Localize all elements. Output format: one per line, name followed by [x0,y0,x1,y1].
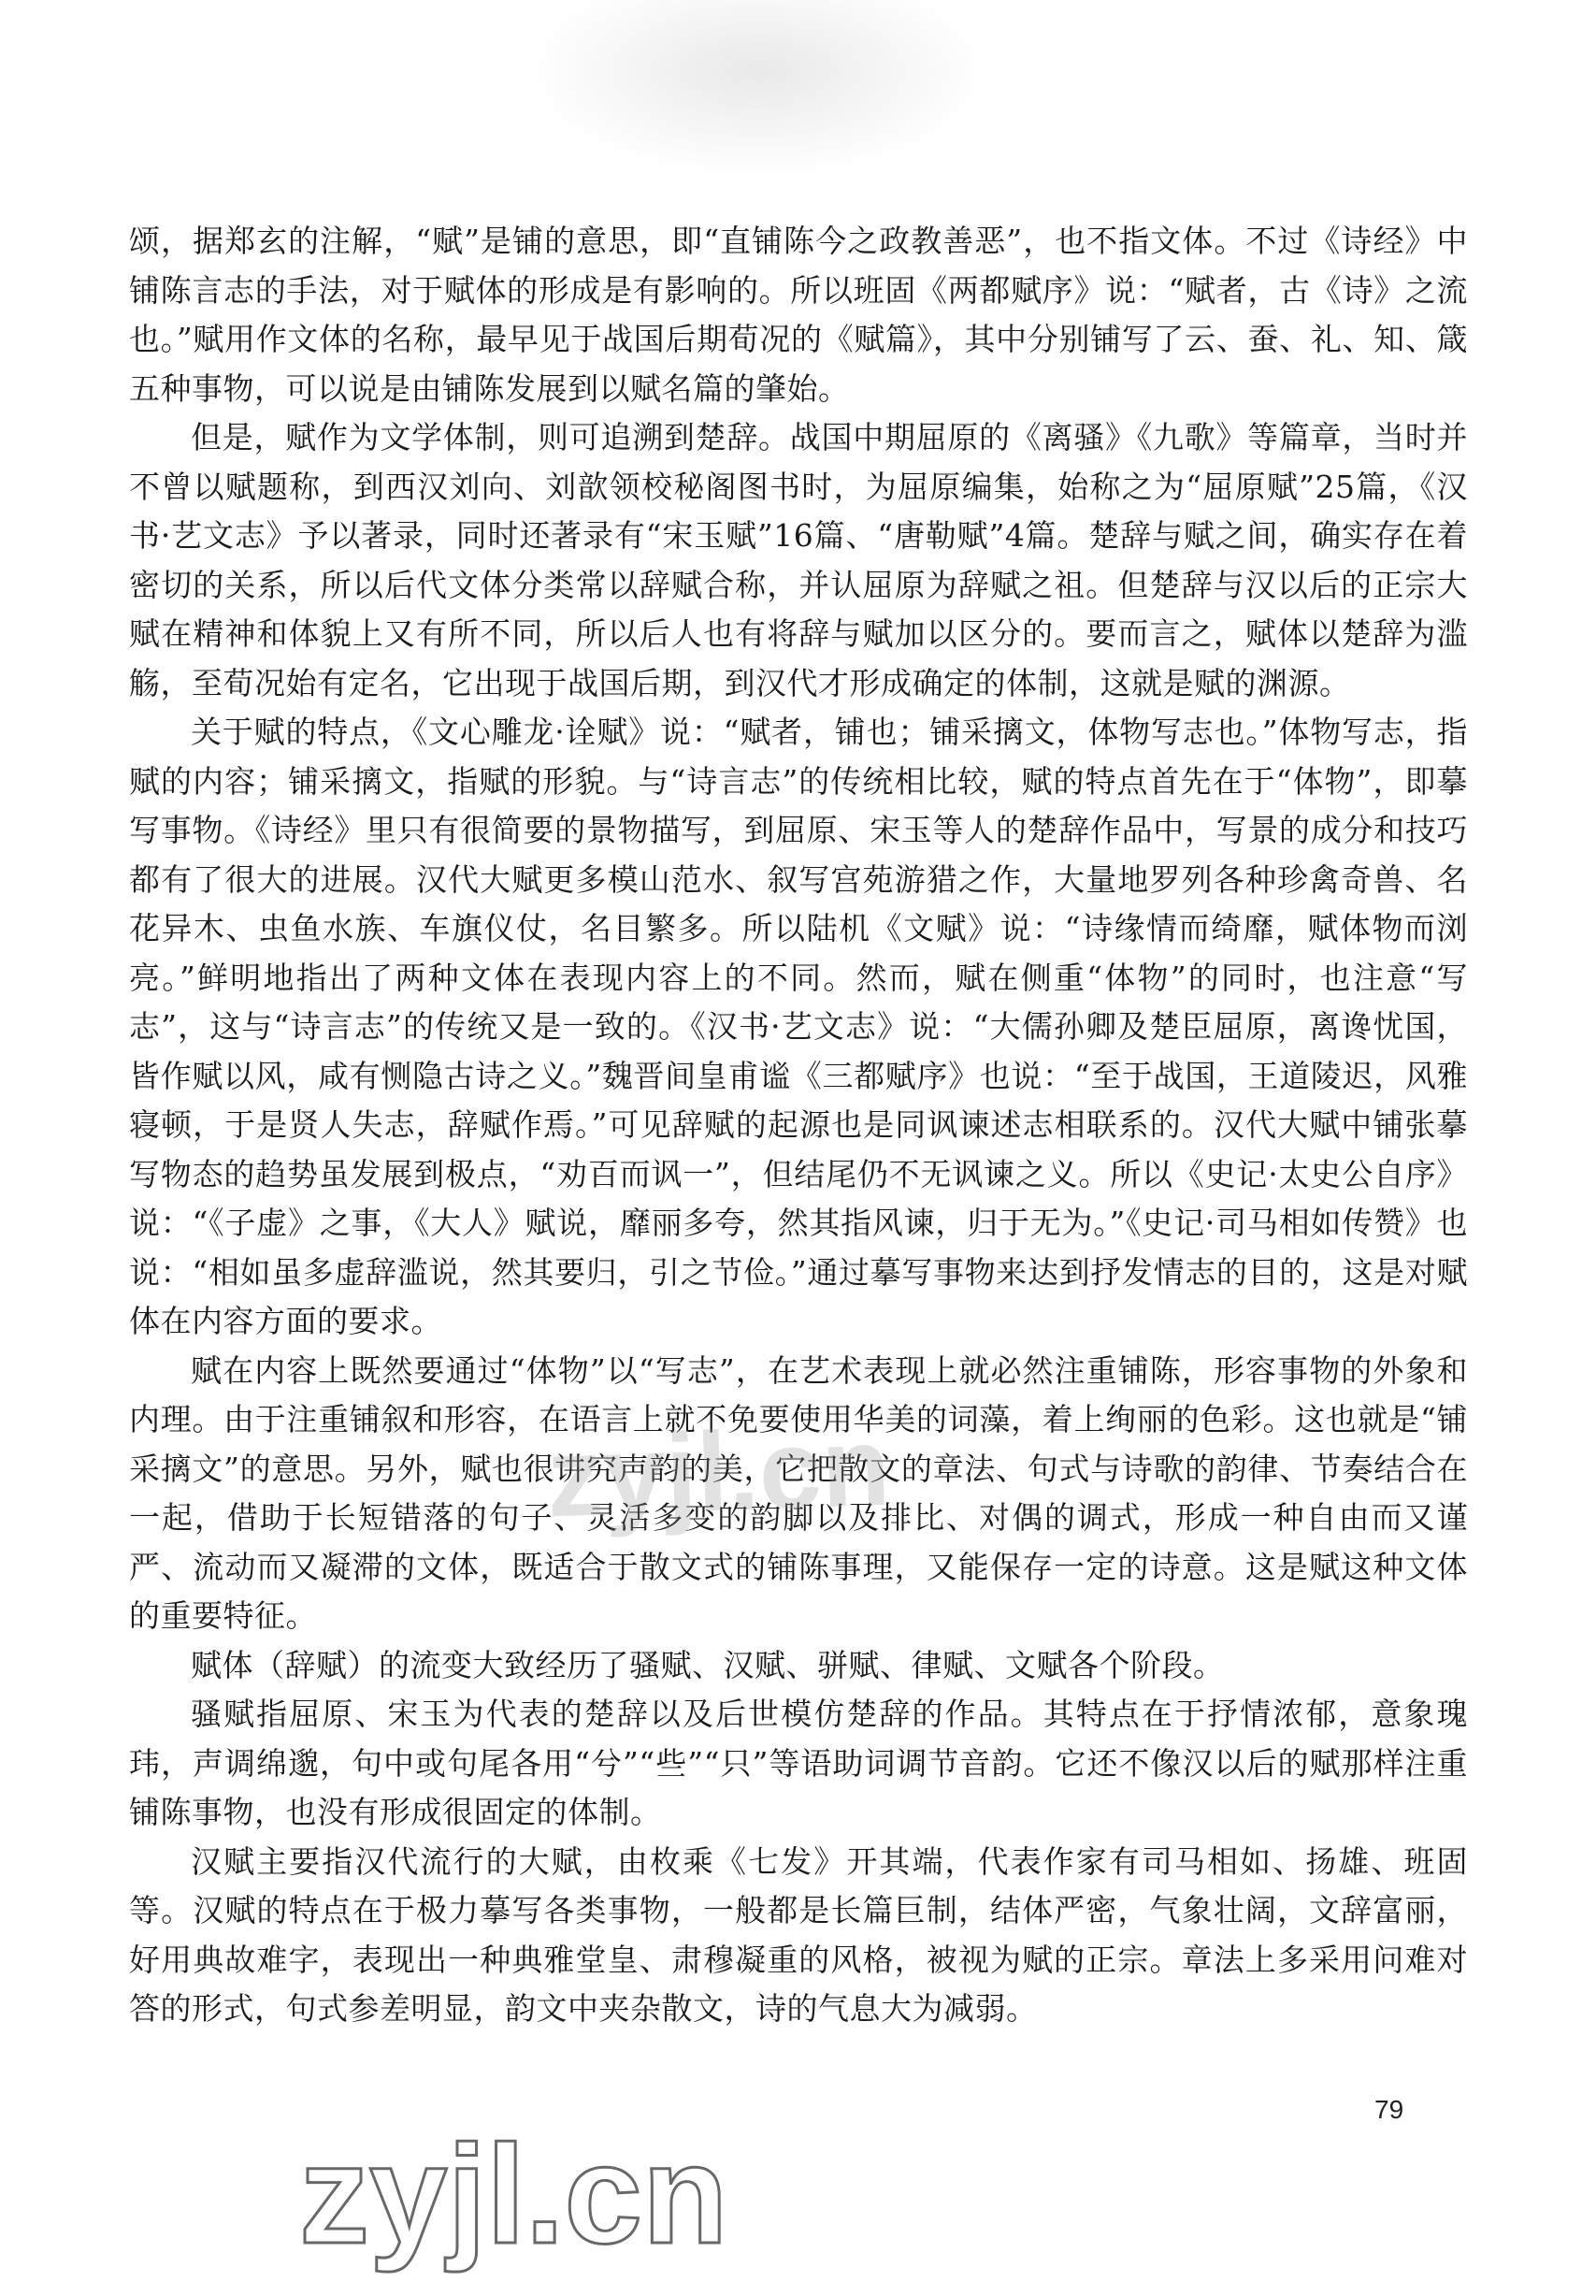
header-smudge [524,0,991,178]
paragraph-features: 关于赋的特点，《文心雕龙·诠赋》说：“赋者，铺也；铺采摛文，体物写志也。”体物写志，指赋的内容；铺采摛文，指赋的形貌。与“诗言志”的传统相比较，赋的特点首先在于“体物”，即摹写事物。《诗经》里只有很简要的景物描写，到屈原、宋玉等人的楚辞作品中，写景的成分和技巧都有了很大的进展。汉代大赋更多模山范水、叙写宫苑游猎之作，大量地罗列各种珍禽奇兽、名花异木、虫鱼水族、车旗仪仗，名目繁多。所以陆机《文赋》说：“诗缘情而绮靡，赋体物而浏亮。”鲜明地指出了两种文体在表现内容上的不同。然而，赋在侧重“体物”的同时，也注意“写志”，这与“诗言志”的传统又是一致的。《汉书·艺文志》说：“大儒孙卿及楚臣屈原，离谗忧国，皆作赋以风，咸有恻隐古诗之义。”魏晋间皇甫谧《三都赋序》也说：“至于战国，王道陵迟，风雅寝顿，于是贤人失志，辞赋作焉。”可见辞赋的起源也是同讽谏述志相联系的。汉代大赋中铺张摹写物态的趋势虽发展到极点，“劝百而讽一”，但结尾仍不无讽谏之义。所以《史记·太史公自序》说：“《子虚》之事，《大人》赋说，靡丽多夸，然其指风谏，归于无为。”《史记·司马相如传赞》也说：“相如虽多虚辞滥说，然其要归，引之节俭。”通过摹写事物来达到抒发情志的目的，这是对赋体在内容方面的要求。 [129,714,1468,1339]
watermark-middle: zyjl.cn [544,1403,893,1541]
paragraph-hanfu: 汉赋主要指汉代流行的大赋，由枚乘《七发》开其端，代表作家有司马相如、扬雄、班固等。汉赋的特点在于极力摹写各类事物，一般都是长篇巨制，结体严密，气象壮阔，文辞富丽，好用典故难字，表现出一种典雅堂皇、肃穆凝重的风格，被视为赋的正宗。章法上多采用问难对答的形式，句式参差明显，韵文中夹杂散文，诗的气息大为减弱。 [129,1842,1468,2027]
paragraph-saofu: 骚赋指屈原、宋玉为代表的楚辞以及后世模仿楚辞的作品。其特点在于抒情浓郁，意象瑰玮，声调绵邈，句中或句尾各用“兮”“些”“只”等语助词调节音韵。它还不像汉以后的赋那样注重铺陈事物，也没有形成很固定的体制。 [129,1696,1468,1830]
paragraph-continued: 颂，据郑玄的注解，“赋”是铺的意思，即“直铺陈今之政教善恶”，也不指文体。不过《诗经》中铺陈言志的手法，对于赋体的形成是有影响的。所以班固《两都赋序》说：“赋者，古《诗》之流也。”赋用作文体的名称，最早见于战国后期荀况的《赋篇》，其中分别铺写了云、蚕、礼、知、箴五种事物，可以说是由铺陈发展到以赋名篇的肇始。 [129,223,1468,407]
paragraph-artistic-expression: 赋在内容上既然要通过“体物”以“写志”，在艺术表现上就必然注重铺陈，形容事物的外象和内理。由于注重铺叙和形容，在语言上就不免要使用华美的词藻，着上绚丽的色彩。这也就是“铺采摛文”的意思。另外，赋也很讲究声韵的美，它把散文的章法、句式与诗歌的韵律、节奏结合在一起，借助于长短错落的句子、灵活多变的韵脚以及排比、对偶的调式，形成一种自由而又谨严、流动而又凝滞的文体，既适合于散文式的铺陈事理，又能保存一定的诗意。这是赋这种文体的重要特征。 [129,1351,1468,1634]
watermark-bottom: zyjl.cn [299,2115,728,2273]
page-number: 79 [1374,2095,1404,2124]
body-text [129,217,1468,2034]
paragraph-origin-chuci: 但是，赋作为文学体制，则可追溯到楚辞。战国中期屈原的《离骚》《九歌》等篇章，当时并不曾以赋题称，到西汉刘向、刘歆领校秘阁图书时，为屈原编集，始称之为“屈原赋”25篇，《汉书·艺文志》予以著录，同时还著录有“宋玉赋”16篇、“唐勒赋”4篇。楚辞与赋之间，确实存在着密切的关系，所以后代文体分类常以辞赋合称，并认屈原为辞赋之祖。但楚辞与汉以后的正宗大赋在精神和体貌上又有所不同，所以后人也有将辞与赋加以区分的。要而言之，赋体以楚辞为滥觞，至荀况始有定名，它出现于战国后期，到汉代才形成确定的体制，这就是赋的渊源。 [129,419,1468,701]
paragraph-evolution: 赋体（辞赋）的流变大致经历了骚赋、汉赋、骈赋、律赋、文赋各个阶段。 [191,1646,1225,1683]
